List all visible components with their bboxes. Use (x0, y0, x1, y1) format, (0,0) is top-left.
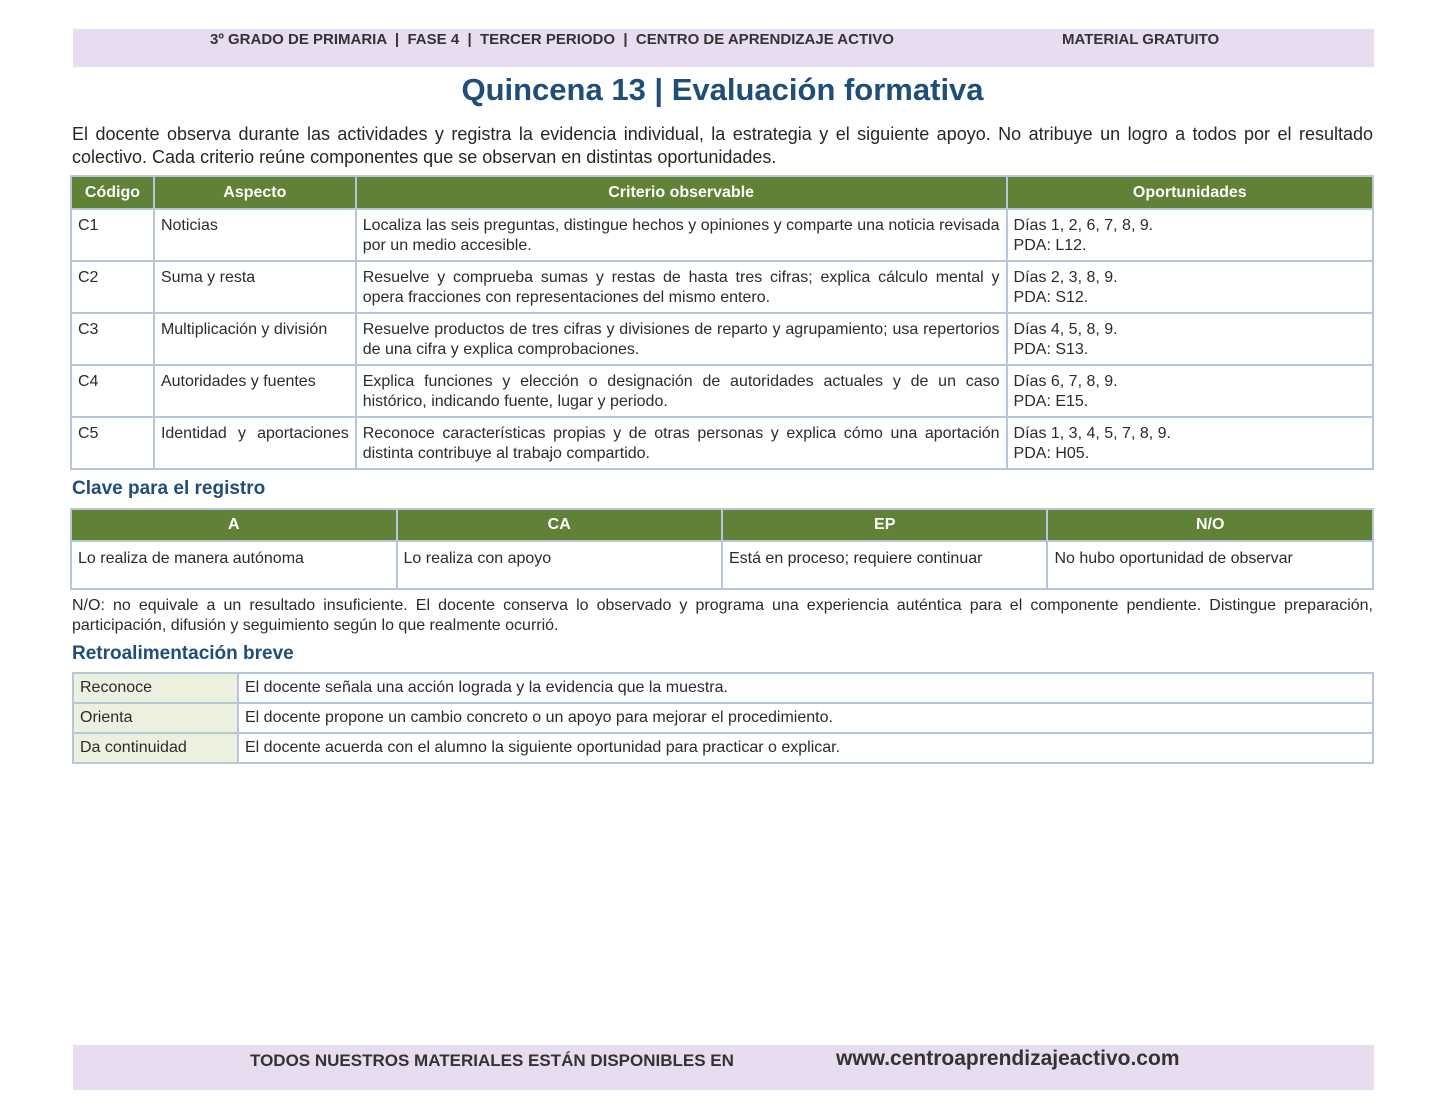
table-row (73, 733, 1373, 763)
header-band (73, 29, 1374, 67)
intro-paragraph: El docente observa durante las actividades y registra la evidencia individual, la estrategia y el siguiente apoyo. No atribuye un logro a todos por el resultado colectivo. Cada criterio reúne componentes que se observan en distintas oportunidades. (72, 124, 1373, 167)
key-header-a: A (71, 509, 397, 541)
header-opportunities: Oportunidades (1007, 176, 1373, 209)
pda-text: PDA: E15. (1013, 393, 1089, 410)
opportunities-cell (1007, 417, 1373, 469)
pda-text: PDA: S13. (1013, 341, 1089, 358)
header-info: 3º GRADO DE PRIMARIA | FASE 4 | TERCER PERIODO | CENTRO DE APRENDIZAJE ACTIVO (210, 31, 894, 48)
key-value-ca: Lo realiza con apoyo (397, 541, 722, 589)
criterion-cell: Resuelve y comprueba sumas y restas de hasta tres cifras; explica cálculo mental y opera fracciones con representaciones del mismo entero. (356, 261, 1007, 313)
code-cell: C1 (71, 209, 154, 261)
pda-text: PDA: H05. (1013, 445, 1090, 462)
key-heading: Clave para el registro (72, 478, 266, 499)
opportunities-cell (1007, 365, 1373, 417)
key-value-ep: Está en proceso; requiere continuar (722, 541, 1047, 589)
aspect-cell: Autoridades y fuentes (154, 365, 356, 417)
days-text: Días 2, 3, 8, 9. (1013, 269, 1118, 286)
table-row (71, 313, 1373, 365)
feedback-text: El docente propone un cambio concreto o un apoyo para mejorar el procedimiento. (238, 703, 1373, 733)
criteria-header-row (71, 176, 1373, 209)
key-header-ep: EP (722, 509, 1047, 541)
pda-text: PDA: L12. (1013, 237, 1087, 254)
feedback-label: Da continuidad (73, 733, 238, 763)
no-note: N/O: no equivale a un resultado insuficiente. El docente conserva lo observado y programa una experiencia auténtica para el componente pendiente. Distingue preparación, participación, difusión y seguimiento según lo que realmente ocurrió. (72, 597, 1373, 634)
feedback-label: Reconoce (73, 673, 238, 703)
feedback-table (72, 672, 1374, 764)
opportunities-cell (1007, 261, 1373, 313)
table-row (71, 261, 1373, 313)
code-cell: C5 (71, 417, 154, 469)
criterion-cell: Explica funciones y elección o designación de autoridades actuales y de un caso histórico, indicando fuente, lugar y periodo. (356, 365, 1007, 417)
feedback-text: El docente señala una acción lograda y la evidencia que la muestra. (238, 673, 1373, 703)
key-value-no: No hubo oportunidad de observar (1047, 541, 1373, 589)
page-title: Quincena 13 | Evaluación formativa (461, 72, 984, 107)
footer-text: TODOS NUESTROS MATERIALES ESTÁN DISPONIBLES EN (250, 1051, 734, 1070)
table-row (73, 703, 1373, 733)
feedback-heading: Retroalimentación breve (72, 643, 294, 664)
opportunities-cell (1007, 209, 1373, 261)
table-row (73, 673, 1373, 703)
days-text: Días 4, 5, 8, 9. (1013, 321, 1118, 338)
table-row (71, 209, 1373, 261)
key-header-no: N/O (1047, 509, 1373, 541)
aspect-cell: Identidad y aportaciones (154, 417, 356, 469)
key-header-row (71, 509, 1373, 541)
aspect-cell: Noticias (154, 209, 356, 261)
days-text: Días 6, 7, 8, 9. (1013, 373, 1118, 390)
code-cell: C3 (71, 313, 154, 365)
header-free-material: MATERIAL GRATUITO (1062, 31, 1220, 48)
header-criterion: Criterio observable (356, 176, 1007, 209)
code-cell: C4 (71, 365, 154, 417)
pda-text: PDA: S12. (1013, 289, 1089, 306)
days-text: Días 1, 3, 4, 5, 7, 8, 9. (1013, 425, 1171, 442)
header-code: Código (71, 176, 154, 209)
feedback-text: El docente acuerda con el alumno la siguiente oportunidad para practicar o explicar. (238, 733, 1373, 763)
code-cell: C2 (71, 261, 154, 313)
key-header-ca: CA (397, 509, 722, 541)
criterion-cell: Reconoce características propias y de otras personas y explica cómo una aportación distinta contribuye al trabajo compartido. (356, 417, 1007, 469)
key-table (70, 508, 1374, 590)
criterion-cell: Localiza las seis preguntas, distingue hechos y opiniones y comparte una noticia revisada por un medio accesible. (356, 209, 1007, 261)
table-row (71, 417, 1373, 469)
header-aspect: Aspecto (154, 176, 356, 209)
criterion-cell: Resuelve productos de tres cifras y divisiones de reparto y agrupamiento; usa repertorios de una cifra y explica comprobaciones. (356, 313, 1007, 365)
days-text: Días 1, 2, 6, 7, 8, 9. (1013, 217, 1154, 234)
footer-band (73, 1045, 1374, 1090)
key-value-a: Lo realiza de manera autónoma (71, 541, 397, 589)
aspect-cell: Suma y resta (154, 261, 356, 313)
aspect-cell: Multiplicación y división (154, 313, 356, 365)
criteria-table (70, 175, 1374, 470)
opportunities-cell (1007, 313, 1373, 365)
table-row (71, 541, 1373, 589)
feedback-label: Orienta (73, 703, 238, 733)
footer-url-link[interactable]: www.centroaprendizajeactivo.com (836, 1047, 1180, 1070)
table-row (71, 365, 1373, 417)
